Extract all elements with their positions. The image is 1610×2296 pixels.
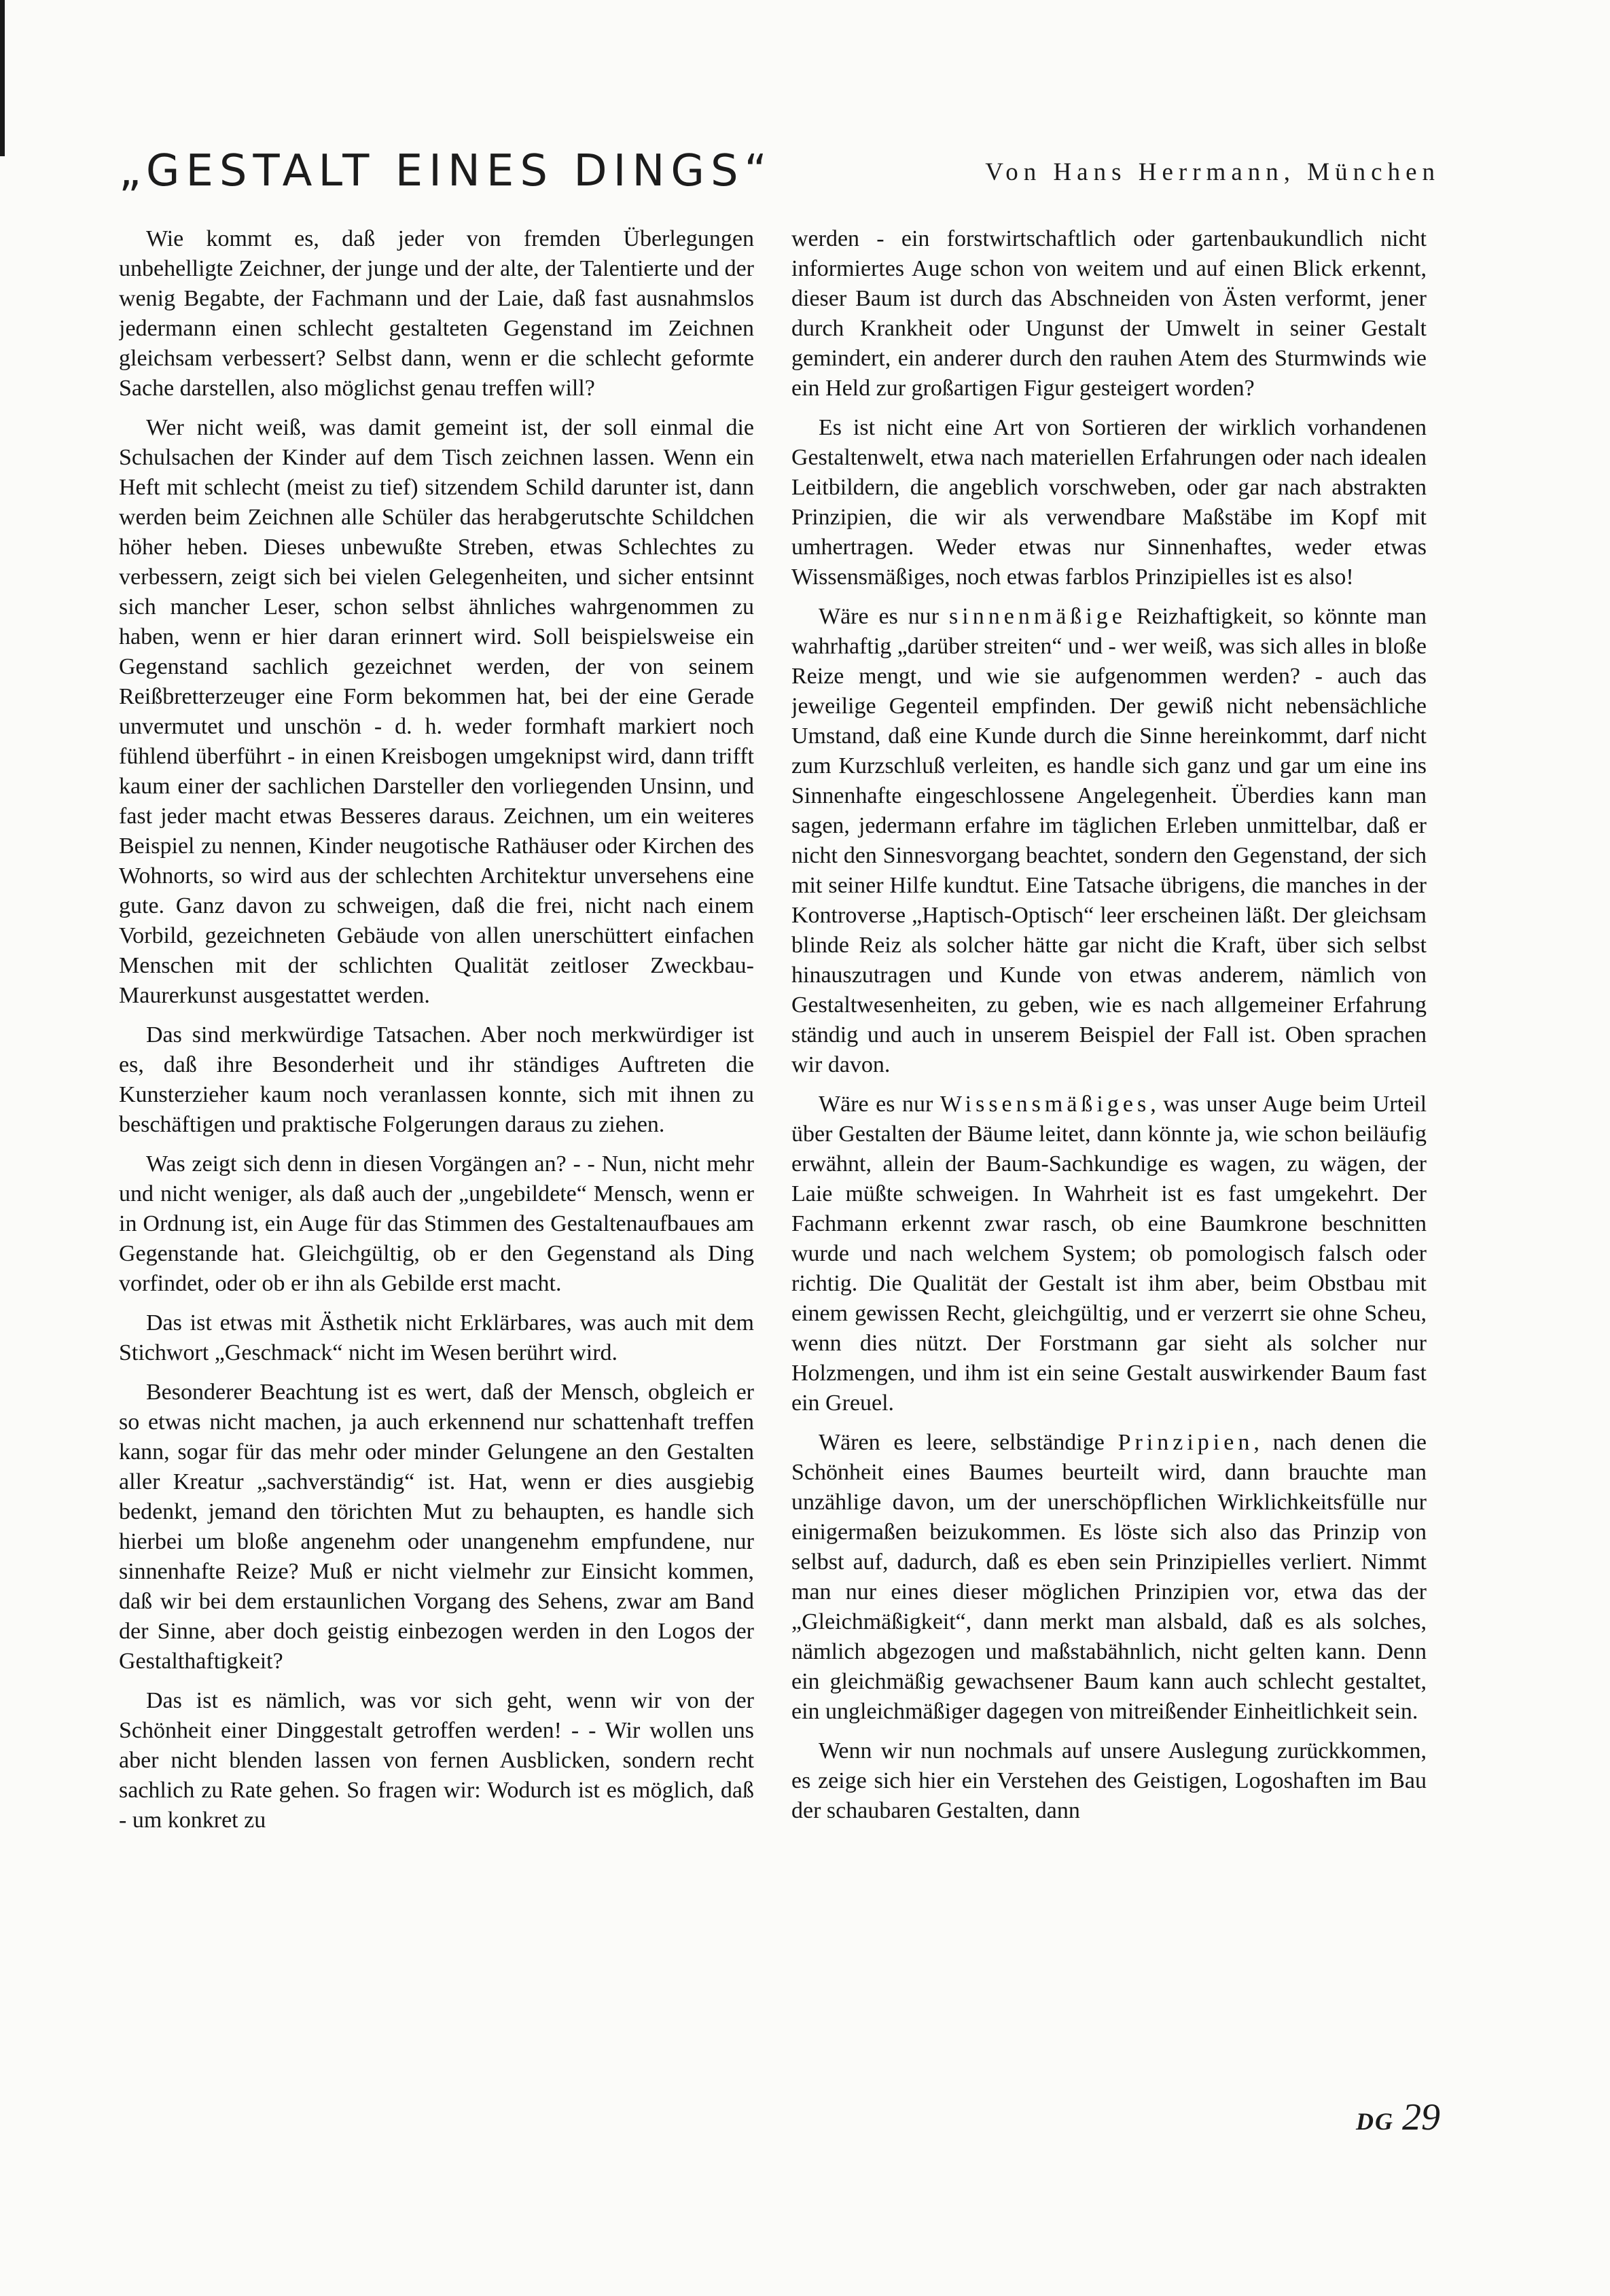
article-header [119, 144, 1440, 198]
paragraph: Das ist etwas mit Ästhetik nicht Erklärbares, was auch mit dem Stichwort „Geschmack“ nicht im Wesen berührt wird. [119, 1310, 754, 1365]
spaced-emphasis: Wissensmäßiges [940, 1092, 1151, 1117]
spaced-emphasis: Prinzipien [1117, 1430, 1254, 1455]
page-footer [1356, 2096, 1440, 2139]
article-title: „GESTALT EINES DINGS“ [119, 146, 773, 196]
scan-edge-mark [0, 0, 5, 156]
text-run: Wäre es nur [819, 604, 940, 629]
paragraph [791, 1090, 1427, 1418]
journal-abbreviation: DG [1356, 2108, 1394, 2135]
paragraph: Wie kommt es, daß jeder von fremden Überlegungen unbehelligte Zeichner, der junge und der alte, der Talentierte und der wenig Begabte, der Fachmann und der Laie, daß fast ausnahmslos jedermann einen schlecht gestalteten Gegenstand im Zeichnen gleichsam verbessert? Selbst dann, wenn er die schlecht geformte Sache darstellen, also möglichst genau treffen will? [119, 226, 754, 401]
paragraph: Es ist nicht eine Art von Sortieren der wirklich vorhandenen Gestaltenwelt, etwa nach materiellen Erfahrungen oder nach idealen Leitbildern, die angeblich vorschweben, oder gar nach abstrakten Prinzipien, die wir als verwendbare Maßstäbe im Kopf mit umhertragen. Weder etwas nur Sinnenhaftes, weder etwas Wissensmäßiges, noch etwas farblos Prinzipielles ist es also! [791, 415, 1427, 590]
paragraph: Besonderer Beachtung ist es wert, daß der Mensch, obgleich er so etwas nicht machen, ja auch erkennend nur schattenhaft treffen kann, sogar für das mehr oder minder Gelungene an den Gestalten aller Kreatur „sachverständig“ ist. Hat, wenn er dies ausgiebig bedenkt, jemand den törichten Mut zu behaupten, es handle sich hierbei um bloße angenehm oder unangenehm empfundene, nur sinnenhafte Reize? Muß er nicht vielmehr zur Einsicht kommen, daß wir bei dem erstaunlichen Vorgang des Sehens, zwar am Band der Sinne, aber doch geistig einbezogen werden in den Logos der Gestalthaftigkeit? [119, 1380, 754, 1674]
text-run: , nach denen die Schönheit eines Baumes beurteilt wird, dann brauchte man unzählige davon, um der unerschöpflichen Wirklichkeitsfülle nur einigermaßen beizukommen. Es löste sich also das Prinzip von selbst auf, dadurch, daß es eben sein Prinzipielles verliert. Nimmt man nur eines dieser möglichen Prinzipien vor, etwa das der „Gleichmäßigkeit“, dann merkt man alsbald, daß es als solches, nämlich abgezogen und maßstabähnlich, nicht gelten kann. Denn ein gleichmäßig gewachsener Baum kann auch schlecht gestaltet, ein ungleichmäßiger dagegen von mitreißender Einheitlichkeit sein. [791, 1430, 1427, 1724]
paragraph: Wenn wir nun nochmals auf unsere Auslegung zurückkommen, es zeige sich hier ein Verstehen des Geistigen, Logoshaften im Bau der schaubaren Gestalten, dann [791, 1738, 1427, 1823]
left-column [119, 224, 754, 2072]
paragraph: Das ist es nämlich, was vor sich geht, wenn wir von der Schönheit einer Dinggestalt getroffen werden! - - Wir wollen uns aber nicht blenden lassen von fernen Ausblicken, sondern recht sachlich zu Rate gehen. So fragen wir: Wodurch ist es möglich, daß - um konkret zu [119, 1688, 754, 1833]
text-run: Wäre es nur [819, 1092, 933, 1117]
right-column [791, 224, 1427, 2072]
text-run: , was unser Auge beim Urteil über Gestalten der Bäume leitet, dann könnte ja, wie schon beiläufig erwähnt, allein der Baum-Sachkundige es wagen, zu wägen, der Laie müßte schweigen. In Wahrheit ist es fast umgekehrt. Der Fachmann erkennt zwar rasch, ob eine Baumkrone beschnitten wurde und nach welchem System; ob pomologisch falsch oder richtig. Die Qualität der Gestalt ist ihm aber, beim Obstbau mit einem gewissen Recht, gleichgültig, und er verzerrt sie ohne Scheu, wenn dies nützt. Der Forstmann gar sieht als solcher nur Holzmengen, und ihm ist ein seine Gestalt auswirkender Baum fast ein Greuel. [791, 1092, 1427, 1416]
spaced-emphasis: sinnenmäßige [949, 604, 1126, 629]
text-run: Reizhaftigkeit, so könnte man wahrhaftig „darüber streiten“ und - wer weiß, was sich alles in bloße Reize mengt, und wie sie aufgenommen werden? - auch das jeweilige Gegenteil empfinden. Der gewiß nicht nebensächliche Umstand, daß eine Kunde durch die Sinne hereinkommt, darf nicht zum Kurzschluß verleiten, es handle sich ganz und gar um eine ins Sinnenhafte eingeschlossene Angelegenheit. Überdies kann man sagen, jedermann erfahre im täglichen Erleben unmittelbar, daß er nicht den Sinnesvorgang beachtet, sondern den Gegenstand, der sich mit seiner Hilfe kundtut. Eine Tatsache übrigens, die manches in der Kontroverse „Haptisch-Optisch“ leer erscheinen läßt. Der gleichsam blinde Reiz als solcher hätte gar nicht die Kraft, über sich selbst hinauszutragen und Kunde von etwas anderem, nämlich von Gestaltwesenheiten, zu geben, wie es nach allgemeiner Erfahrung ständig und auch in unserem Beispiel der Fall ist. Oben sprachen wir davon. [791, 604, 1427, 1077]
paragraph [791, 602, 1427, 1080]
page-number: 29 [1402, 2096, 1440, 2138]
paragraph [791, 1428, 1427, 1727]
paragraph: werden - ein forstwirtschaftlich oder gartenbaukundlich nicht informiertes Auge schon von weitem und auf einen Blick erkennt, dieser Baum ist durch das Abschneiden von Ästen verformt, jener durch Krankheit oder Ungunst der Umwelt in seiner Gestalt gemindert, ein anderer durch den rauhen Atem des Sturmwinds wie ein Held zur großartigen Figur gesteigert worden? [791, 226, 1427, 401]
article-author: Von Hans Herrmann, München [985, 158, 1440, 186]
paragraph: Das sind merkwürdige Tatsachen. Aber noch merkwürdiger ist es, daß ihre Besonderheit und ihr ständiges Auftreten die Kunsterzieher kaum noch veranlassen konnte, sich mit ihnen zu beschäftigen und praktische Folgerungen daraus zu ziehen. [119, 1022, 754, 1137]
paragraph: Wer nicht weiß, was damit gemeint ist, der soll einmal die Schulsachen der Kinder auf dem Tisch zeichnen lassen. Wenn ein Heft mit schlecht (meist zu tief) sitzendem Schild darunter ist, dann werden beim Zeichnen alle Schüler das herabgerutschte Schildchen höher heben. Dieses unbewußte Streben, etwas Schlechtes zu verbessern, zeigt sich bei vielen Gelegenheiten, und sicher entsinnt sich mancher Leser, schon selbst ähnliches wahrgenommen zu haben, wenn er hier daran erinnert wird. Soll beispielsweise ein Gegenstand sachlich gezeichnet werden, der von seinem Reißbretterzeuger eine Form bekommen hat, bei der eine Gerade unvermutet und unschön - d. h. weder formhaft markiert noch fühlend überführt - in einen Kreisbogen umgeknipst wird, dann trifft kaum einer der sachlichen Darsteller den vorliegenden Unsinn, und fast jeder macht etwas Besseres daraus. Zeichnen, um ein weiteres Beispiel zu nennen, Kinder neugotische Rathäuser oder Kirchen des Wohnorts, so wird aus der schlechten Architektur unversehens eine gute. Ganz davon zu schweigen, daß die frei, nicht nach einem Vorbild, gezeichneten Gebäude von allen unerschüttert einfachen Menschen mit der schlichten Qualität zeitloser Zweckbau-Maurerkunst ausgestattet werden. [119, 415, 754, 1008]
text-run: Wären es leere, selbständige [819, 1430, 1105, 1455]
paragraph: Was zeigt sich denn in diesen Vorgängen an? - - Nun, nicht mehr und nicht weniger, als daß auch der „ungebildete“ Mensch, wenn er in Ordnung ist, ein Auge für das Stimmen des Gestaltenaufbaues am Gegenstande hat. Gleichgültig, ob er den Gegenstand als Ding vorfindet, oder ob er ihn als Gebilde erst macht. [119, 1151, 754, 1296]
